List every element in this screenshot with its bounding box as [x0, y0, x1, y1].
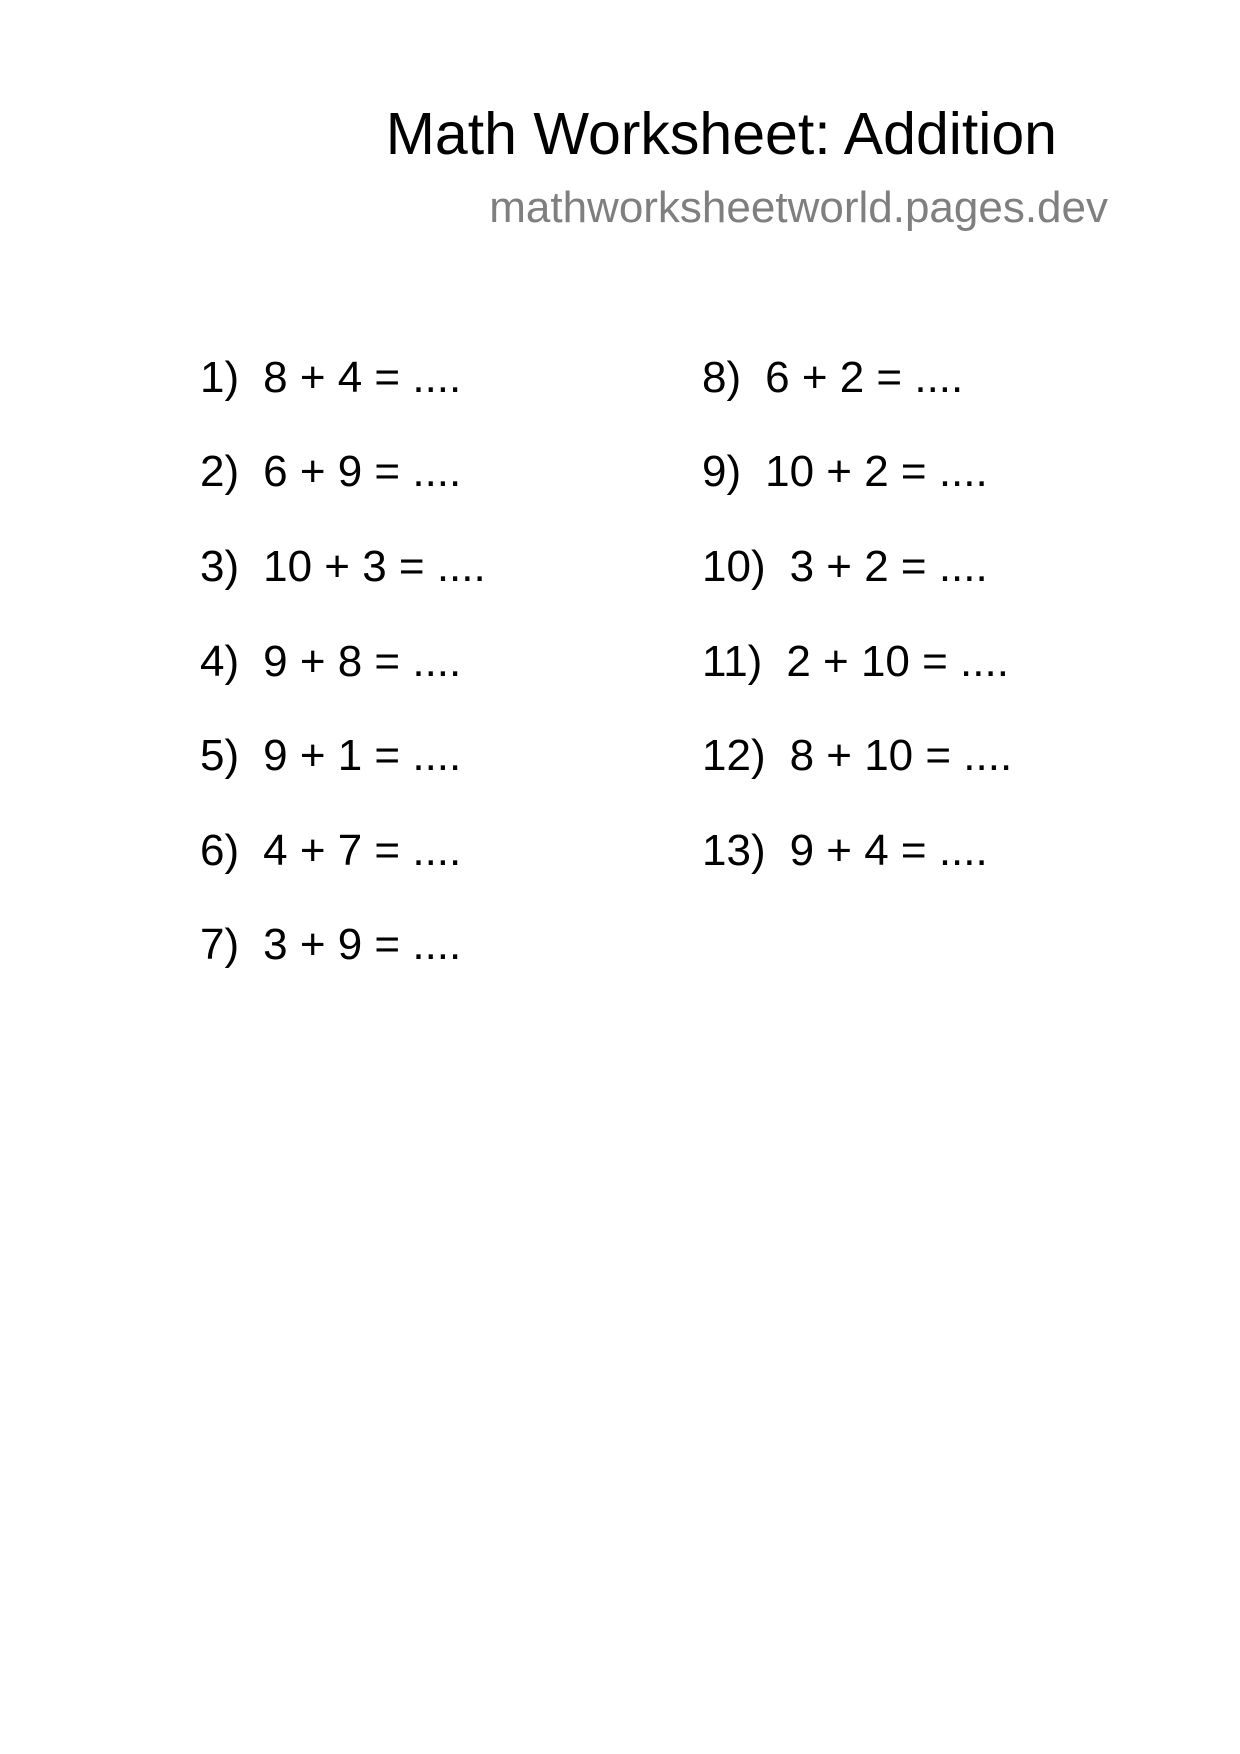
problem-number: 12) [702, 731, 766, 780]
problem-number: 1) [200, 353, 240, 402]
problem-item [702, 730, 1012, 782]
problem-number: 7) [200, 920, 240, 969]
problem-item [200, 446, 461, 498]
problem-item [200, 730, 461, 782]
problem-expression: 6 + 2 = .... [765, 353, 964, 402]
problem-item [702, 446, 988, 498]
problem-item [702, 825, 988, 877]
problem-expression: 6 + 9 = .... [263, 447, 462, 496]
problem-number: 11) [702, 637, 763, 686]
website-url: mathworksheetworld.pages.dev [489, 183, 1108, 232]
problem-number: 8) [702, 353, 742, 402]
problem-expression: 8 + 10 = .... [789, 731, 1013, 780]
problem-number: 4) [200, 637, 240, 686]
problem-expression: 9 + 8 = .... [263, 637, 462, 686]
worksheet-title: Math Worksheet: Addition [385, 101, 1057, 167]
problem-expression: 8 + 4 = .... [263, 353, 462, 402]
problem-number: 2) [200, 447, 240, 496]
problem-item [702, 352, 963, 404]
problem-number: 13) [702, 826, 766, 875]
problem-expression: 10 + 2 = .... [765, 447, 988, 496]
problem-expression: 3 + 9 = .... [263, 920, 462, 969]
problem-number: 9) [702, 447, 742, 496]
problem-item [200, 825, 461, 877]
problem-expression: 10 + 3 = .... [263, 542, 486, 591]
problem-item [702, 541, 988, 593]
problem-number: 6) [200, 826, 240, 875]
problem-expression: 9 + 1 = .... [263, 731, 462, 780]
problem-item [200, 919, 461, 971]
problem-expression: 9 + 4 = .... [789, 826, 988, 875]
problem-item [200, 541, 486, 593]
problem-number: 10) [702, 542, 766, 591]
problem-expression: 4 + 7 = .... [263, 826, 462, 875]
problem-item [200, 636, 461, 688]
problem-number: 5) [200, 731, 240, 780]
problem-expression: 2 + 10 = .... [786, 637, 1009, 686]
problem-item [702, 636, 1009, 688]
problem-item [200, 352, 461, 404]
problem-expression: 3 + 2 = .... [789, 542, 988, 591]
problem-number: 3) [200, 542, 240, 591]
